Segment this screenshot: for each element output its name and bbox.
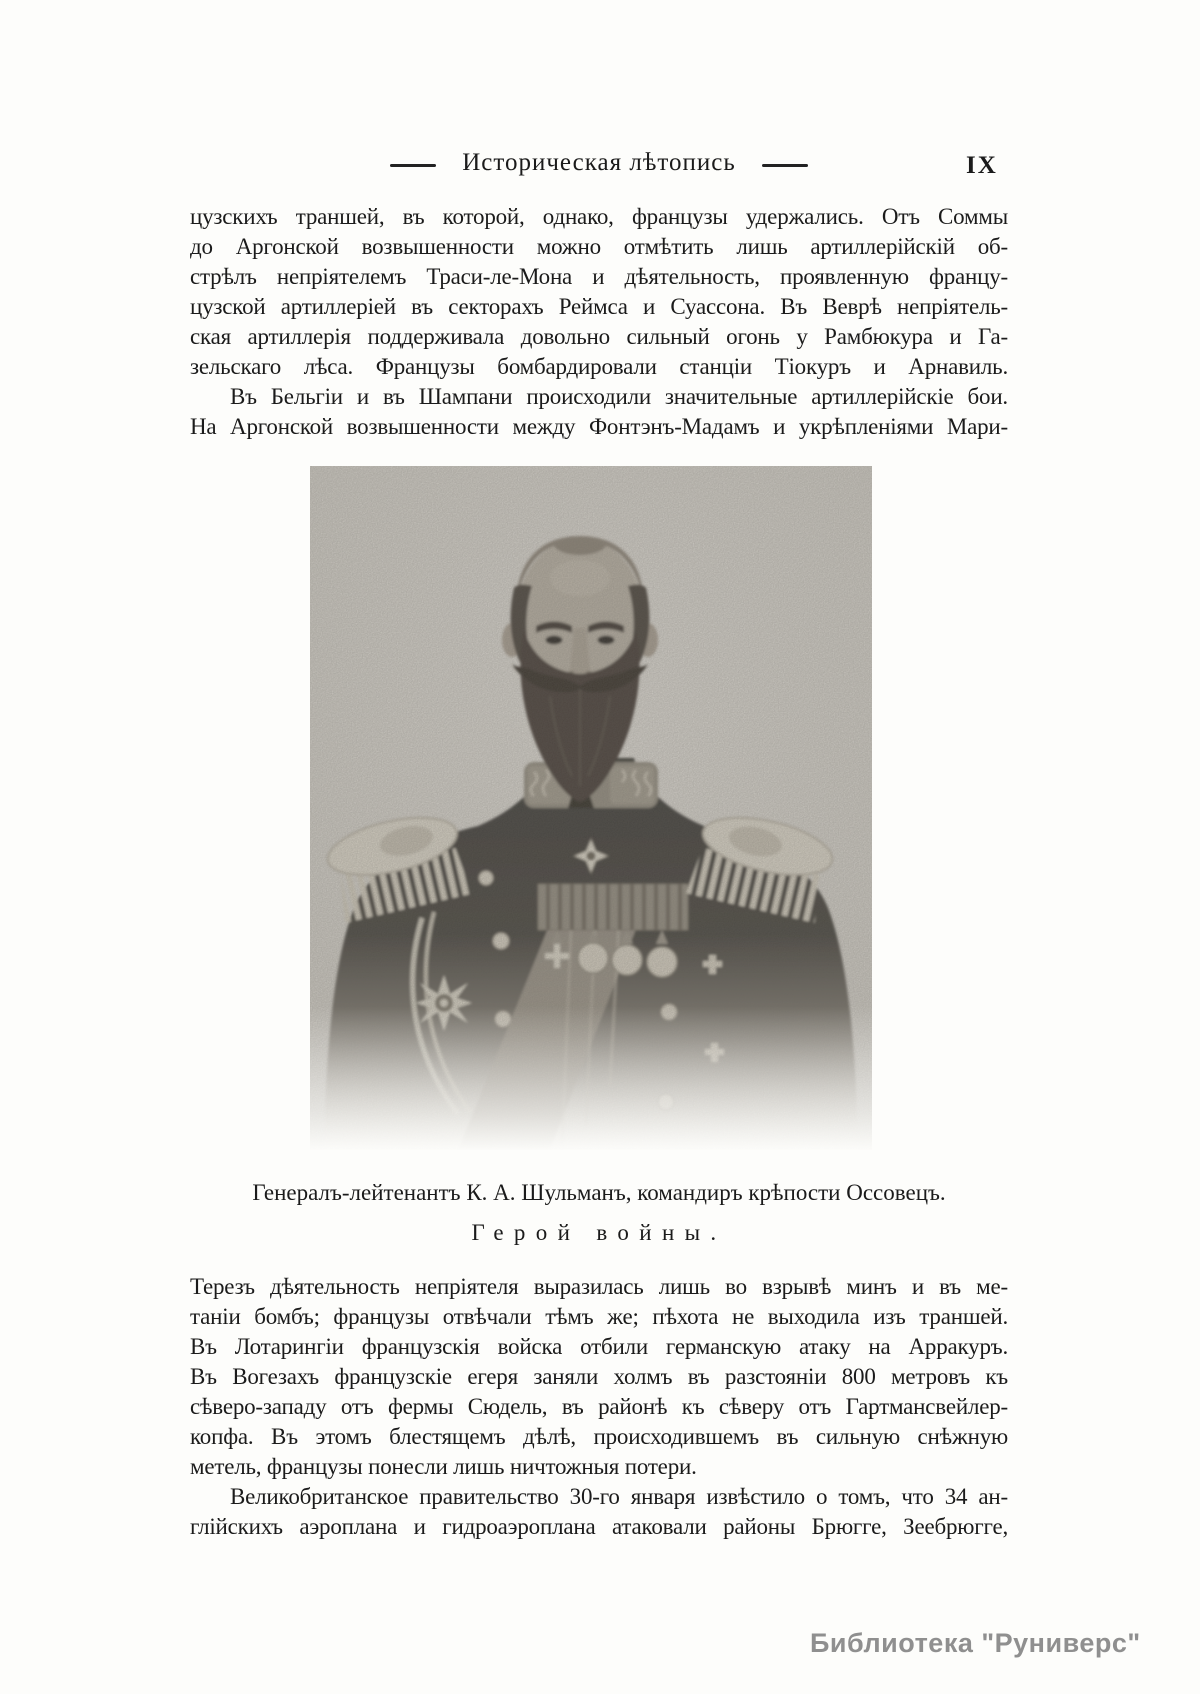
text-line: Терезъ дѣятельность непріятеля выразилась лишь во взрывѣ минъ и въ ме- (190, 1274, 1008, 1299)
running-title: Историческая лѣтопись (462, 149, 736, 176)
text-line: стрѣлъ непріятелемъ Траси-ле-Мона и дѣятельность, проявленную францу- (190, 264, 1008, 289)
page-header (190, 148, 1008, 178)
paragraph-block-bottom (190, 1272, 1008, 1542)
header-rule-right-icon (762, 164, 808, 167)
text-line: зельскаго лѣса. Французы бомбардировали станціи Тіокуръ и Арнавиль. (190, 354, 1008, 379)
text-line: На Аргонской возвышенности между Фонтэнъ-Мадамъ и укрѣпленіями Мари- (190, 414, 1008, 439)
caption-line-1: Генералъ-лейтенантъ К. А. Шульманъ, командиръ крѣпости Оссовецъ. (252, 1180, 946, 1205)
text-line: таніи бомбъ; французы отвѣчали тѣмъ же; пѣхота не выходила изъ траншей. (190, 1304, 1008, 1329)
text-line: цузскихъ траншей, въ которой, однако, французы удержались. Отъ Соммы (190, 204, 1008, 229)
page-number: IX (966, 152, 998, 179)
text-line: глійскихъ аэроплана и гидроаэроплана атаковали районы Брюгге, Зеебрюгге, (190, 1514, 1008, 1539)
text-line: до Аргонской возвышенности можно отмѣтить лишь артиллерійскій об- (190, 234, 1008, 259)
text-line: Въ Лотарингіи французскія войска отбили германскую атаку на Арракуръ. (190, 1334, 1008, 1359)
portrait-photo (310, 466, 872, 1150)
text-line: Въ Вогезахъ французскіе егеря заняли холмъ въ разстояніи 800 метровъ къ (190, 1364, 1008, 1389)
caption-line-2: Герой войны. (471, 1220, 727, 1245)
paragraph-block-top (190, 202, 1008, 442)
text-line: Въ Бельгіи и въ Шампани происходили значительные артиллерійскіе бои. (230, 384, 1008, 409)
library-watermark: Библиотека "Руниверс" (810, 1628, 1141, 1658)
text-line: цузской артиллеріей въ секторахъ Реймса и Суассона. Въ Веврѣ непріятель- (190, 294, 1008, 319)
header-rule-left-icon (390, 164, 436, 167)
text-line: ская артиллерія поддерживала довольно сильный огонь у Рамбюкура и Га- (190, 324, 1008, 349)
text-line: сѣверо-западу отъ фермы Сюдель, въ районѣ къ сѣверу отъ Гартмансвейлер- (190, 1394, 1008, 1419)
text-line: метель, французы понесли лишь ничтожныя потери. (190, 1454, 697, 1479)
text-line: копфа. Въ этомъ блестящемъ дѣлѣ, происходившемъ въ сильную снѣжную (190, 1424, 1008, 1449)
portrait-image (310, 466, 872, 1150)
photo-caption (190, 1176, 1008, 1248)
text-line: Великобританское правительство 30-го января извѣстило о томъ, что 34 ан- (230, 1484, 1008, 1509)
